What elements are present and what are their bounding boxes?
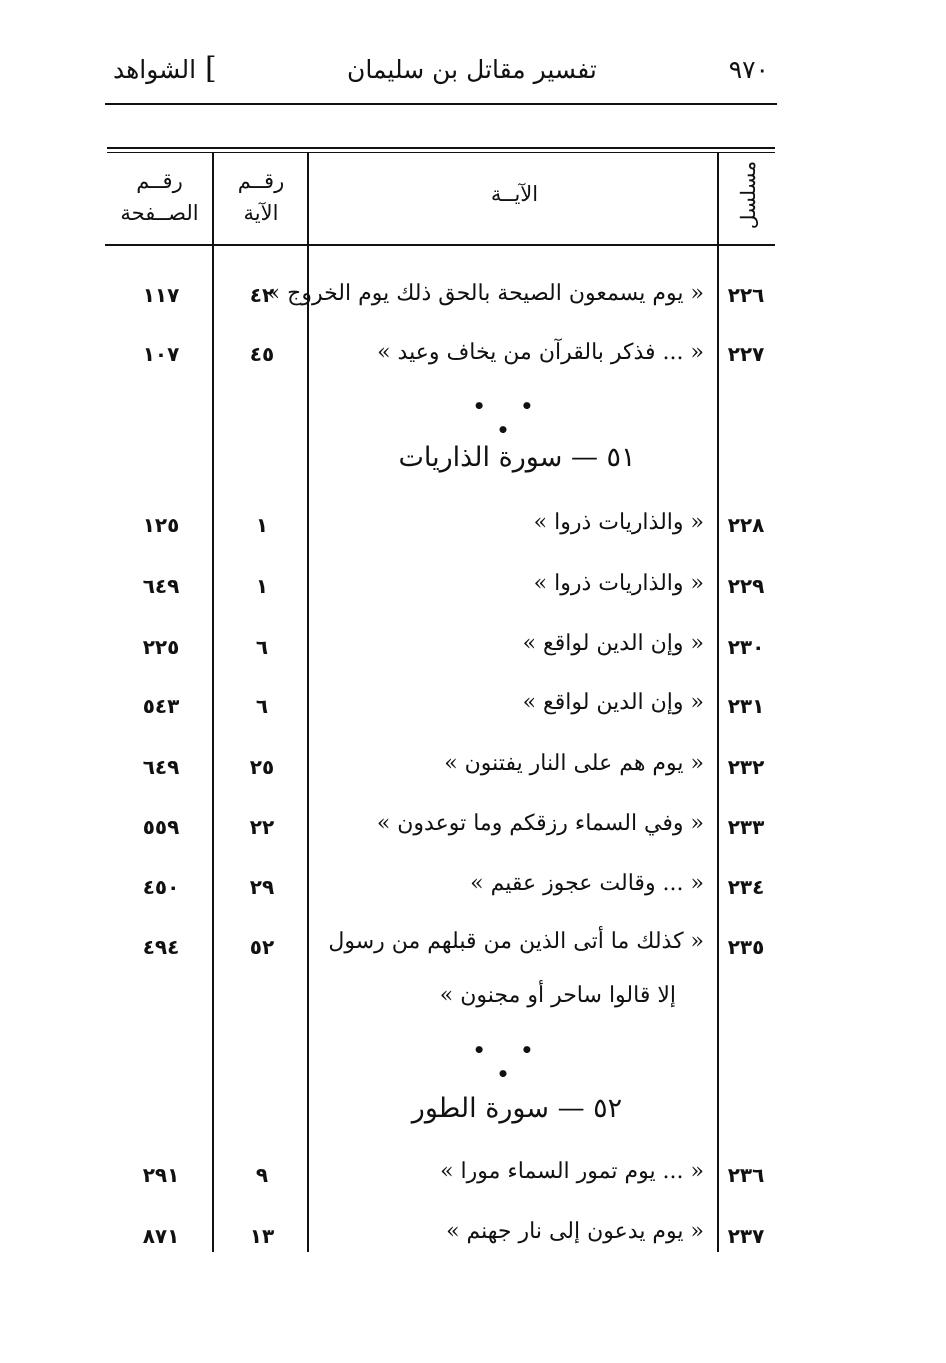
row-verse: « وإن الدين لواقع »: [522, 631, 704, 656]
row-serial: ٢٣١: [727, 694, 765, 718]
row-verse: « ... وقالت عجوز عقيم »: [470, 871, 704, 896]
row-verse: « والذاريات ذروا »: [533, 510, 704, 535]
row-ayah: ٤٢: [249, 283, 275, 307]
row-page: ٢٩١: [142, 1163, 180, 1187]
row-page: ١١٧: [142, 283, 180, 307]
table-header-rule: [105, 244, 775, 246]
row-ayah: ٦: [255, 694, 269, 718]
row-ayah: ٢٩: [249, 875, 275, 899]
table-top-rule-inner: [107, 152, 775, 153]
section-name: الشواهد: [113, 55, 197, 84]
row-page: ٢٢٥: [142, 635, 180, 659]
header-page-number: رقــم الصــفحة: [120, 169, 199, 225]
row-serial: ٢٢٧: [727, 342, 765, 366]
row-page: ٦٤٩: [142, 755, 180, 779]
header-serial: مسلسل: [736, 160, 761, 230]
separator-dots: • • •: [472, 394, 548, 442]
row-verse: « والذاريات ذروا »: [533, 571, 704, 596]
row-verse: « ... يوم تمور السماء مورا »: [440, 1159, 704, 1184]
row-serial: ٢٣٥: [727, 935, 765, 959]
row-page: ٦٤٩: [142, 574, 180, 598]
running-header: [105, 51, 777, 95]
row-serial: ٢٣٠: [727, 635, 765, 659]
row-verse: « وفي السماء رزقكم وما توعدون »: [376, 811, 704, 836]
row-ayah: ٢٥: [249, 755, 275, 779]
row-verse-continuation: إلا قالوا ساحر أو مجنون »: [439, 983, 676, 1008]
column-divider-serial: [717, 152, 719, 1252]
book-title: تفسير مقاتل بن سليمان: [347, 55, 597, 84]
row-ayah: ٤٥: [249, 342, 275, 366]
row-verse: « ... فذكر بالقرآن من يخاف وعيد »: [377, 340, 704, 365]
row-verse: « يوم يدعون إلى نار جهنم »: [446, 1219, 704, 1244]
row-ayah: ٩: [255, 1163, 269, 1187]
row-page: ١٠٧: [142, 342, 180, 366]
row-ayah: ١: [255, 513, 269, 537]
row-serial: ٢٢٨: [727, 513, 765, 537]
header-rule: [105, 103, 777, 105]
row-ayah: ٦: [255, 635, 269, 659]
page-number: ٩٧٠: [728, 55, 769, 84]
row-serial: ٢٢٩: [727, 574, 765, 598]
row-verse: « يوم يسمعون الصيحة بالحق ذلك يوم الخروج »: [266, 281, 704, 306]
section-bracket: [: [205, 51, 217, 86]
header-ayah-number: رقــم الآية: [237, 169, 285, 225]
row-serial: ٢٣٧: [727, 1224, 765, 1248]
surah-heading-52: ٥٢ — سورة الطور: [411, 1093, 623, 1124]
row-serial: ٢٣٤: [727, 875, 765, 899]
surah-heading-51: ٥١ — سورة الذاريات: [398, 442, 636, 473]
row-page: ٥٤٣: [142, 694, 180, 718]
row-page: ٤٥٠: [142, 875, 180, 899]
row-page: ٤٩٤: [142, 935, 180, 959]
row-serial: ٢٣٦: [727, 1163, 765, 1187]
row-serial: ٢٢٦: [727, 283, 765, 307]
row-ayah: ٥٢: [249, 935, 275, 959]
row-serial: ٢٣٣: [727, 815, 765, 839]
row-page: ١٢٥: [142, 513, 180, 537]
row-verse: « وإن الدين لواقع »: [522, 690, 704, 715]
row-ayah: ٢٢: [249, 815, 275, 839]
row-verse: « كذلك ما أتى الذين من قبلهم من رسول: [328, 929, 704, 954]
table-top-rule: [107, 147, 775, 149]
row-ayah: ١٣: [249, 1224, 275, 1248]
row-page: ٥٥٩: [142, 815, 180, 839]
header-verse: الآيــة: [490, 182, 539, 206]
row-serial: ٢٣٢: [727, 755, 765, 779]
row-page: ٨٧١: [142, 1224, 180, 1248]
row-verse: « يوم هم على النار يفتنون »: [444, 751, 704, 776]
separator-dots: • • •: [472, 1038, 548, 1086]
row-ayah: ١: [255, 574, 269, 598]
